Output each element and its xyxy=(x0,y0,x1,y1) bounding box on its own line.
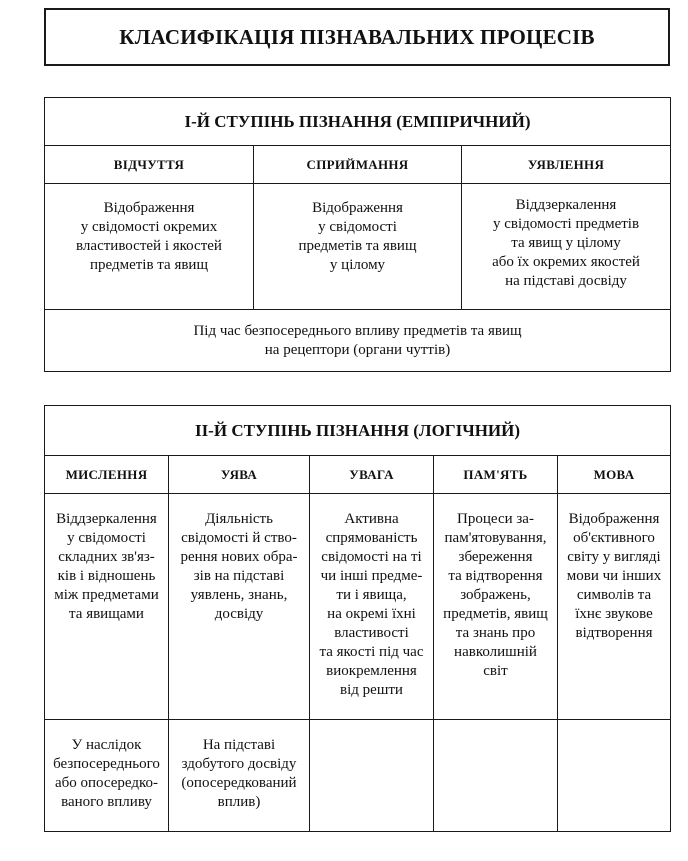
stage1-column-header: УЯВЛЕННЯ xyxy=(462,146,671,184)
stage2-note: На підставі здобутого досвіду (опосередкований вплив) xyxy=(169,720,310,832)
stage1-column-header: СПРИЙМАННЯ xyxy=(254,146,462,184)
stage2-note xyxy=(558,720,671,832)
stage2-note: У наслідок безпосереднього або опосередко- ваного впливу xyxy=(45,720,169,832)
stage2-heading: ІІ-Й СТУПІНЬ ПІЗНАННЯ (ЛОГІЧНИЙ) xyxy=(45,406,671,456)
page-title: КЛАСИФІКАЦІЯ ПІЗНАВАЛЬНИХ ПРОЦЕСІВ xyxy=(119,24,595,49)
stage2-description: Діяльність свідомості й ство- рення нових обра- зів на підставі уявлень, знань, досвіду xyxy=(169,494,310,720)
stage2-column-header: УЯВА xyxy=(169,456,310,494)
stage1-description: Віддзеркалення у свідомості предметів та явищ у цілому або їх окремих якостей на підставі досвіду xyxy=(462,184,671,310)
stage2-description: Активна спрямованість свідомості на ті чи інші предме- ти і явища, на окремі їхні властивості та якості під час виокремлення від решти xyxy=(310,494,434,720)
stage1-description: Відображення у свідомості окремих властивостей і якостей предметів та явищ xyxy=(45,184,254,310)
stage1-table xyxy=(44,97,671,372)
stage2-description: Процеси за- пам'ятовування, збереження та відтворення зображень, предметів, явищ та знань про навколишній світ xyxy=(434,494,558,720)
title-box xyxy=(44,8,670,66)
stage2-note xyxy=(434,720,558,832)
stage1-footer: Під час безпосереднього впливу предметів та явищ на рецептори (органи чуттів) xyxy=(45,310,671,372)
stage2-table xyxy=(44,405,671,832)
stage2-note xyxy=(310,720,434,832)
stage2-column-header: МИСЛЕННЯ xyxy=(45,456,169,494)
stage1-description: Відображення у свідомості предметів та явищ у цілому xyxy=(254,184,462,310)
stage2-column-header: ПАМ'ЯТЬ xyxy=(434,456,558,494)
stage2-description: Відображення об'єктивного світу у вигляді мови чи інших символів та їхнє звукове відтворення xyxy=(558,494,671,720)
stage1-heading: І-Й СТУПІНЬ ПІЗНАННЯ (ЕМПІРИЧНИЙ) xyxy=(45,98,671,146)
stage1-column-header: ВІДЧУТТЯ xyxy=(45,146,254,184)
stage2-column-header: МОВА xyxy=(558,456,671,494)
stage2-column-header: УВАГА xyxy=(310,456,434,494)
stage2-description: Віддзеркалення у свідомості складних зв'яз- ків і відношень між предметами та явищами xyxy=(45,494,169,720)
